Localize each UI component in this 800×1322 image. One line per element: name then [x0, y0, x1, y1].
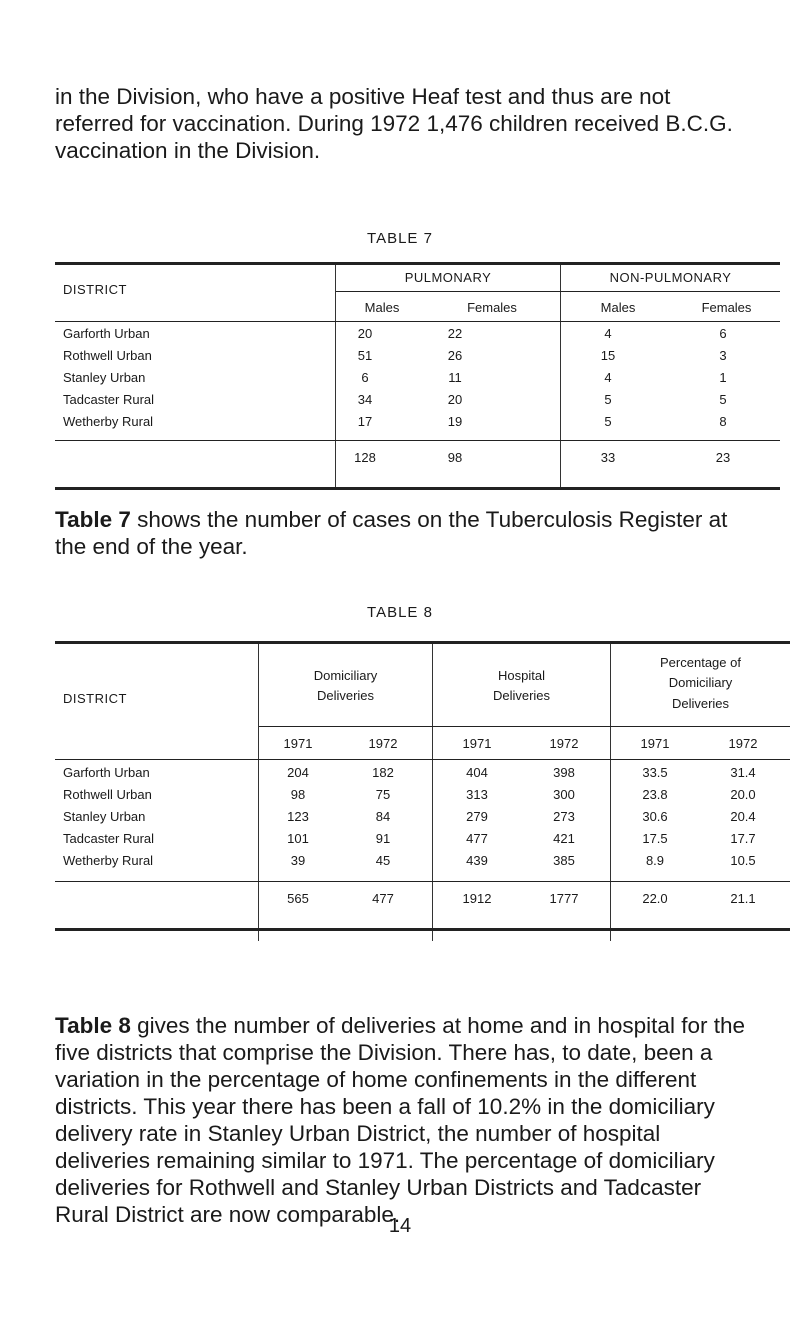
table-7-caption: TABLE 7 [367, 230, 433, 247]
total-cell: 33 [600, 450, 616, 465]
value-cell: 404 [466, 765, 488, 780]
table-8-description-text: gives the number of deliveries at home and in hospital for the five districts that comprise the Division. There has, to date, been a variation in the percentage of home confinements in the different districts. This year there has been a fall of 10.2% in the domiciliary delivery rate in Stanley Urban District, the number of hospital deliveries remaining similar to 1971. The percentage of domiciliary deliveries for Rothwell and Stanley Urban Districts and Tadcaster Rural District are now comparable. [55, 1013, 745, 1227]
table-7-reference: Table 7 [55, 507, 131, 532]
table-8-year-header: 1972 [368, 736, 398, 751]
value-cell: 398 [553, 765, 575, 780]
value-cell: 300 [553, 787, 575, 802]
table-7-district-header: DISTRICT [63, 282, 127, 297]
table-7-divider [560, 265, 561, 490]
table-8-district-header: DISTRICT [63, 691, 127, 706]
value-cell: 5 [604, 414, 612, 429]
value-cell: 4 [604, 326, 612, 341]
table-8-top-rule [55, 641, 790, 644]
table-7-totals-rule [55, 440, 780, 441]
table-7-females-header: Females [467, 300, 517, 315]
value-cell: 75 [375, 787, 391, 802]
table-8-header-rule [55, 759, 790, 760]
value-cell: 385 [553, 853, 575, 868]
value-cell: 273 [553, 809, 575, 824]
table-8-year-header: 1971 [462, 736, 492, 751]
table-8-year-header: 1972 [549, 736, 579, 751]
table-7 [55, 262, 780, 490]
total-cell: 21.1 [730, 891, 756, 906]
table-8-group-rule [259, 726, 790, 727]
value-cell: 91 [375, 831, 391, 846]
value-cell: 33.5 [642, 765, 668, 780]
intro-paragraph: in the Division, who have a positive Heaf test and thus are not referred for vaccination. During 1972 1,476 children received B.C.G. vaccination in the Division. [55, 84, 733, 163]
table-8-year-header: 1971 [283, 736, 313, 751]
table-7-males-header: Males [364, 300, 400, 315]
value-cell: 421 [553, 831, 575, 846]
value-cell: 279 [466, 809, 488, 824]
table-8-percentage-header: Domiciliary [668, 675, 733, 690]
value-cell: 3 [719, 348, 727, 363]
page-number: 14 [388, 1215, 412, 1237]
value-cell: 20.0 [730, 787, 756, 802]
table-7-divider [335, 265, 336, 490]
value-cell: 101 [287, 831, 309, 846]
table-8-year-header: 1971 [640, 736, 670, 751]
value-cell: 5 [604, 392, 612, 407]
value-cell: 23.8 [642, 787, 668, 802]
total-cell: 565 [287, 891, 309, 906]
value-cell: 204 [287, 765, 309, 780]
table-7-group-rule [336, 291, 780, 292]
table-7-pulmonary-header: PULMONARY [404, 270, 492, 285]
value-cell: 39 [290, 853, 306, 868]
table-8-domiciliary-header: Deliveries [316, 688, 375, 703]
value-cell: 30.6 [642, 809, 668, 824]
district-name: Wetherby Rural [63, 414, 154, 429]
value-cell: 22 [447, 326, 463, 341]
table-7-bottom-rule [55, 487, 780, 490]
total-cell: 1777 [549, 891, 579, 906]
table-8-bottom-rule [55, 928, 790, 931]
table-8-percentage-header: Deliveries [671, 696, 730, 711]
value-cell: 84 [375, 809, 391, 824]
value-cell: 5 [719, 392, 727, 407]
table-8 [55, 641, 790, 941]
value-cell: 182 [372, 765, 394, 780]
value-cell: 45 [375, 853, 391, 868]
table-8-totals-rule [55, 881, 790, 882]
value-cell: 477 [466, 831, 488, 846]
value-cell: 17.7 [730, 831, 756, 846]
value-cell: 6 [719, 326, 727, 341]
value-cell: 123 [287, 809, 309, 824]
district-name: Rothwell Urban [63, 348, 152, 363]
district-name: Stanley Urban [63, 809, 146, 824]
table-8-year-header: 1972 [728, 736, 758, 751]
value-cell: 20.4 [730, 809, 756, 824]
value-cell: 98 [290, 787, 306, 802]
total-cell: 98 [447, 450, 463, 465]
table-8-caption: TABLE 8 [367, 604, 433, 621]
table-7-description-text: shows the number of cases on the Tuberculosis Register at the end of the year. [55, 507, 728, 559]
value-cell: 8 [719, 414, 727, 429]
district-name: Stanley Urban [63, 370, 146, 385]
value-cell: 1 [719, 370, 727, 385]
value-cell: 51 [357, 348, 373, 363]
value-cell: 8.9 [645, 853, 665, 868]
table-7-top-rule [55, 262, 780, 265]
value-cell: 439 [466, 853, 488, 868]
value-cell: 20 [357, 326, 373, 341]
value-cell: 11 [448, 370, 462, 385]
value-cell: 17.5 [642, 831, 668, 846]
table-7-description [55, 506, 755, 560]
table-8-reference: Table 8 [55, 1013, 131, 1038]
district-name: Wetherby Rural [63, 853, 154, 868]
value-cell: 10.5 [730, 853, 756, 868]
table-7-males-header: Males [600, 300, 636, 315]
district-name: Garforth Urban [63, 326, 150, 341]
value-cell: 31.4 [730, 765, 756, 780]
value-cell: 26 [447, 348, 463, 363]
value-cell: 313 [466, 787, 488, 802]
table-8-hospital-header: Hospital [498, 668, 545, 683]
value-cell: 15 [600, 348, 616, 363]
total-cell: 477 [372, 891, 394, 906]
value-cell: 6 [361, 370, 369, 385]
value-cell: 19 [447, 414, 463, 429]
district-name: Rothwell Urban [63, 787, 152, 802]
total-cell: 1912 [462, 891, 492, 906]
value-cell: 4 [604, 370, 612, 385]
table-7-females-header: Females [701, 300, 752, 315]
total-cell: 23 [715, 450, 731, 465]
table-8-hospital-header: Deliveries [492, 688, 551, 703]
table-8-description [55, 1012, 755, 1228]
district-name: Tadcaster Rural [63, 392, 155, 407]
district-name: Garforth Urban [63, 765, 150, 780]
value-cell: 34 [357, 392, 373, 407]
total-cell: 128 [354, 450, 376, 465]
value-cell: 17 [357, 414, 373, 429]
table-8-domiciliary-header: Domiciliary [313, 668, 378, 683]
table-8-percentage-header: Percentage of [660, 655, 741, 670]
district-name: Tadcaster Rural [63, 831, 155, 846]
table-7-header-rule [55, 321, 780, 322]
total-cell: 22.0 [642, 891, 668, 906]
value-cell: 20 [447, 392, 463, 407]
table-7-non-pulmonary-header: NON-PULMONARY [609, 270, 732, 285]
